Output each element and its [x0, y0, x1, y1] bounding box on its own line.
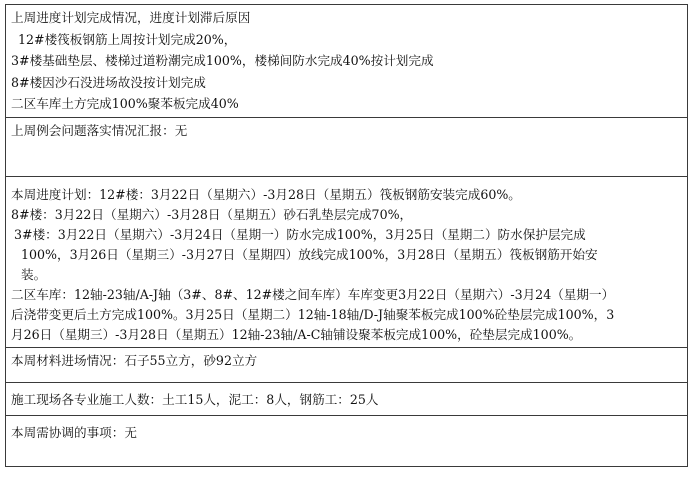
coordination-section: [6, 415, 688, 466]
materials-text: 本周材料进场情况：石子55立方，砂92立方: [11, 352, 258, 368]
last-week-row: [6, 5, 688, 118]
materials-section: [6, 347, 688, 382]
this-week-line-5: 装。: [21, 266, 47, 282]
last-week-line-3: 3#楼基础垫层、楼梯过道粉潮完成100%，楼梯间防水完成40%按计划完成: [11, 53, 434, 69]
this-week-line-1: 本周进度计划：12#楼：3月22日（星期六）-3月28日（星期五）筏板钢筋安装完成60%。: [11, 186, 521, 202]
materials-row: [6, 347, 688, 382]
workers-text: 施工现场各专业施工人数：土工15人，泥工：8人，钢筋工：25人: [11, 391, 379, 407]
this-week-line-2: 8#楼：3月22日（星期六）-3月28日（星期五）砂石乳垫层完成70%，: [11, 206, 413, 222]
last-week-line-8: 8#楼因沙石没进场故没按计划完成: [11, 74, 206, 90]
this-week-line-8: 月26日（星期三）-3月28日（星期五）12轴-23轴/A-C轴铺设聚苯板完成100%，砼垫层完成100%。: [11, 326, 582, 342]
last-week-section: [6, 5, 688, 118]
meeting-row: [6, 117, 688, 176]
this-week-row: [6, 176, 688, 347]
report-table: [5, 4, 688, 467]
this-week-line-7: 后浇带变更后土方完成100%。3月25日（星期二）12轴-18轴/D-J轴聚苯板完成100%砼垫层完成100%，3: [11, 306, 615, 322]
coordination-row: [6, 415, 688, 466]
workers-section: [6, 382, 688, 415]
workers-row: [6, 382, 688, 415]
this-week-line-6: 二区车库：12轴-23轴/A-J轴（3#、8#、12#楼之间车库）车库变更3月22日（星期六）-3月24（星期一）: [11, 286, 615, 302]
meeting-section: [6, 117, 688, 176]
this-week-line-3: 3#楼：3月22日（星期六）-3月24日（星期一）防水完成100%，3月25日（星期二）防水保护层完成: [14, 226, 586, 242]
coordination-text: 本周需协调的事项：无: [11, 424, 137, 440]
last-week-line-12: 12#楼筏板钢筋上周按计划完成20%，: [18, 31, 237, 47]
last-week-heading: 上周进度计划完成情况，进度计划滞后原因: [11, 10, 251, 25]
meeting-followup-text: 上周例会问题落实情况汇报：无: [11, 122, 188, 138]
this-week-line-4: 100%，3月26日（星期三）-3月27日（星期四）放线完成100%，3月28日（星期五）筏板钢筋开始安: [21, 246, 598, 262]
last-week-line-garage: 二区车库土方完成100%聚苯板完成40%: [11, 96, 239, 112]
this-week-section: [6, 176, 688, 347]
